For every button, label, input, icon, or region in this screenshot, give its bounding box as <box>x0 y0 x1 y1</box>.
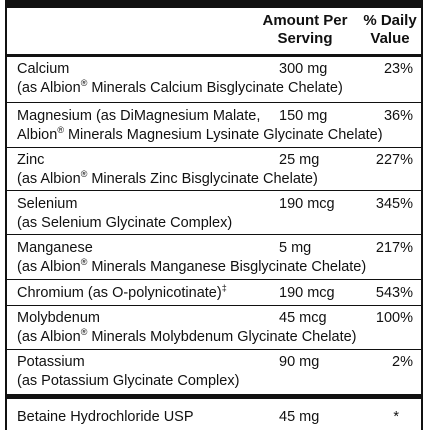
header-rule <box>7 54 421 57</box>
nutrient-name: Zinc <box>17 152 45 168</box>
ingredient-amount: 45 mg <box>279 409 320 425</box>
row-rule <box>7 147 421 148</box>
nutrient-name: Calcium <box>17 61 70 77</box>
nutrient-dv: 36% <box>383 108 413 124</box>
nutrient-dv: 100% <box>375 310 413 326</box>
nutrient-dv: 227% <box>375 152 413 168</box>
section-divider <box>7 394 421 399</box>
nutrient-name: Chromium (as O-polynicotinate)‡ <box>17 283 227 301</box>
nutrient-dv: 23% <box>383 61 413 77</box>
daily-value-header: % Daily Value <box>363 12 417 47</box>
row-rule <box>7 279 421 280</box>
nutrient-amount: 45 mcg <box>279 310 327 326</box>
nutrient-detail: (as Albion® Minerals Zinc Bisglycinate Chelate) <box>17 169 318 187</box>
row-rule <box>7 102 421 103</box>
amount-per-serving-header: Amount Per Serving <box>262 12 348 47</box>
nutrient-name: Selenium <box>17 196 78 212</box>
nutrient-amount: 190 mcg <box>279 285 335 301</box>
row-rule <box>7 305 421 306</box>
ingredient-dv: * <box>393 409 399 425</box>
nutrient-amount: 90 mg <box>279 354 320 370</box>
row-rule <box>7 190 421 191</box>
nutrient-amount: 190 mcg <box>279 196 335 212</box>
nutrient-detail: (as Albion® Minerals Manganese Bisglycinate Chelate) <box>17 257 367 275</box>
nutrient-dv: 217% <box>375 240 413 256</box>
row-rule <box>7 349 421 350</box>
nutrient-amount: 300 mg <box>279 61 328 77</box>
nutrient-name: Potassium <box>17 354 85 370</box>
row-rule <box>7 234 421 235</box>
nutrient-amount: 150 mg <box>279 108 328 124</box>
nutrient-detail: Albion® Minerals Magnesium Lysinate Glycinate Chelate) <box>17 125 383 143</box>
top-bar <box>7 0 421 8</box>
nutrient-dv: 2% <box>392 354 413 370</box>
nutrient-detail: (as Albion® Minerals Molybdenum Glycinate Chelate) <box>17 327 357 345</box>
nutrient-amount: 25 mg <box>279 152 320 168</box>
nutrient-detail: (as Potassium Glycinate Complex) <box>17 373 240 389</box>
nutrient-dv: 345% <box>375 196 413 212</box>
nutrient-dv: 543% <box>375 285 413 301</box>
supplement-facts-panel <box>5 0 423 430</box>
nutrient-detail: (as Selenium Glycinate Complex) <box>17 215 233 231</box>
nutrient-name: Manganese <box>17 240 93 256</box>
nutrient-detail: (as Albion® Minerals Calcium Bisglycinate Chelate) <box>17 78 343 96</box>
nutrient-name: Magnesium (as DiMagnesium Malate, <box>17 108 261 124</box>
nutrient-name: Molybdenum <box>17 310 101 326</box>
nutrient-amount: 5 mg <box>279 240 312 256</box>
ingredient-name: Betaine Hydrochloride USP <box>17 409 194 425</box>
